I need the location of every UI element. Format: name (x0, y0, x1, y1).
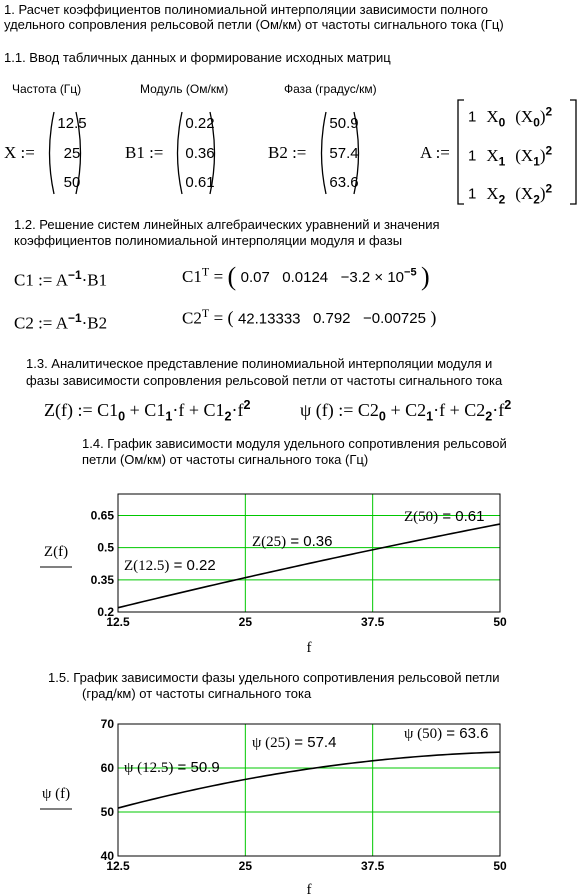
modulus-chart-ytick-label-1: 0.35 (90, 572, 114, 587)
c1-definition: C1 := $A^{-1}\cdot B1$ (14, 268, 108, 290)
modulus-chart (0, 478, 578, 660)
modulus-chart-annotation-0: Z(12.5) = 0.22 (124, 557, 216, 574)
c2-definition: C2 := $A^{-1}\cdot B2$ (14, 311, 108, 333)
matrix-x-cell-2: 25 (63, 145, 81, 162)
modulus-chart-annotation-1: Z(25) = 0.36 (252, 533, 333, 550)
matrix-a-row-2: 1 $X_1$ $(X_1)^2$ (468, 143, 553, 169)
matrix-b2-cell-3: 63.6 (329, 174, 359, 191)
phase-chart-xtick-label-1: 25 (238, 859, 253, 873)
phase-chart-xtick-label-0: 12.5 (106, 859, 130, 873)
phase-chart-ytick-label-0: 40 (100, 849, 114, 863)
col-header-phase: Фаза (градус/км) (284, 82, 377, 96)
modulus-chart-ytick-label-3: 0.65 (90, 508, 114, 523)
c2-transpose-result: $C2^T$ = ( 42.13333 0.792 −0.00725 ) (182, 306, 437, 328)
matrix-b1-cell-2: 0.36 (185, 145, 215, 162)
phase-chart-annotation-1: ψ (25) = 57.4 (252, 734, 337, 751)
modulus-chart-xtick-label-3: 50 (493, 615, 507, 629)
col-header-module: Модуль (Ом/км) (140, 82, 229, 96)
modulus-chart-xlabel: f (306, 640, 312, 656)
section-1-title-line1: 1. Расчет коэффициентов полиномиальной интерполяции зависимости полного (4, 2, 488, 17)
section-1-2-title-line2: коэффициентов полиномиальной интерполяции модуля и фазы (14, 233, 403, 248)
modulus-chart-xtick-label-0: 12.5 (106, 615, 130, 629)
modulus-chart-ylabel: Z(f) (43, 544, 69, 560)
phase-chart-xtick-label-3: 50 (493, 859, 507, 873)
section-1-5-title-line1: 1.5. График зависимости фазы удельного сопротивления рельсовой петли (48, 670, 500, 685)
matrix-a-row-3: 1 $X_2$ $(X_2)^2$ (468, 181, 553, 207)
phase-chart-xlabel: f (306, 882, 312, 896)
matrix-b2-name: B2 := (268, 143, 307, 162)
modulus-chart-annotation-2: Z(50) = 0.61 (404, 508, 485, 525)
modulus-chart-ytick-label-0: 0.2 (97, 605, 114, 619)
section-1-3-title-line1: 1.3. Аналитическое представление полиномиальной интерполяции модуля и (26, 356, 493, 371)
matrix-x-name: X := (4, 143, 35, 162)
phase-chart-ytick-label-1: 50 (100, 805, 114, 819)
matrix-b1-cell-1: 0.22 (185, 115, 215, 132)
matrix-a-row-1: 1 $X_0$ $(X_0)^2$ (468, 104, 553, 130)
modulus-chart-ytick-label-2: 0.5 (97, 540, 114, 555)
phase-chart-xtick-label-2: 37.5 (360, 859, 385, 873)
modulus-chart-xtick-label-2: 37.5 (360, 615, 385, 629)
section-1-1-title: 1.1. Ввод табличных данных и формирование исходных матриц (4, 50, 391, 65)
matrix-b1-name: B1 := (125, 143, 164, 162)
section-1-3-title-line2: фазы зависимости сопровления рельсовой петли от частоты сигнального тока (26, 373, 503, 388)
phase-chart-annotation-2: ψ (50) = 63.6 (404, 725, 489, 742)
phase-chart-ytick-label-2: 60 (100, 761, 114, 775)
section-1-4-title-line1: 1.4. График зависимости модуля удельного сопротивления рельсовой (82, 436, 507, 451)
modulus-chart-xtick-label-1: 25 (238, 615, 253, 629)
matrix-x-cell-1: 12.5 (57, 115, 87, 132)
phase-chart-ylabel: ψ (f) (41, 786, 71, 802)
matrix-b2-cell-2: 57.4 (329, 145, 359, 162)
phase-chart (0, 710, 578, 896)
section-1-4-title-line2: петли (Ом/км) от частоты сигнального тока (Гц) (82, 452, 369, 467)
section-1-2-title-line1: 1.2. Решение систем линейных алгебраических уравнений и значения (14, 217, 440, 232)
phase-chart-ytick-label-3: 70 (100, 717, 114, 731)
c1-transpose-result: $C1^T$ = ( 0.07 $0.0124 -3.2 \times 10^{-5}$ ) (182, 262, 430, 291)
matrix-b2-cell-1: 50.9 (329, 115, 359, 132)
section-1-5-title-line2: (град/км) от частоты сигнального тока (82, 686, 312, 701)
matrix-a-name: A := (420, 143, 450, 162)
col-header-frequency: Частота (Гц) (12, 82, 82, 96)
matrix-x-cell-3: 50 (63, 174, 81, 191)
section-1-title-line2: удельного сопровления рельсовой петли (Ом/км) от частоты сигнального тока (Гц) (4, 17, 504, 32)
psi-function-definition: ψ (f) := $C2_0 + C2_1\cdot f + C2_2\cdot f^2$ (300, 398, 512, 424)
z-function-definition: Z(f) := $C1_0 + C1_1\cdot f + C1_2\cdot f^2$ (44, 398, 251, 424)
matrix-b1-cell-3: 0.61 (185, 174, 215, 191)
phase-chart-annotation-0: ψ (12.5) = 50.9 (124, 759, 220, 776)
